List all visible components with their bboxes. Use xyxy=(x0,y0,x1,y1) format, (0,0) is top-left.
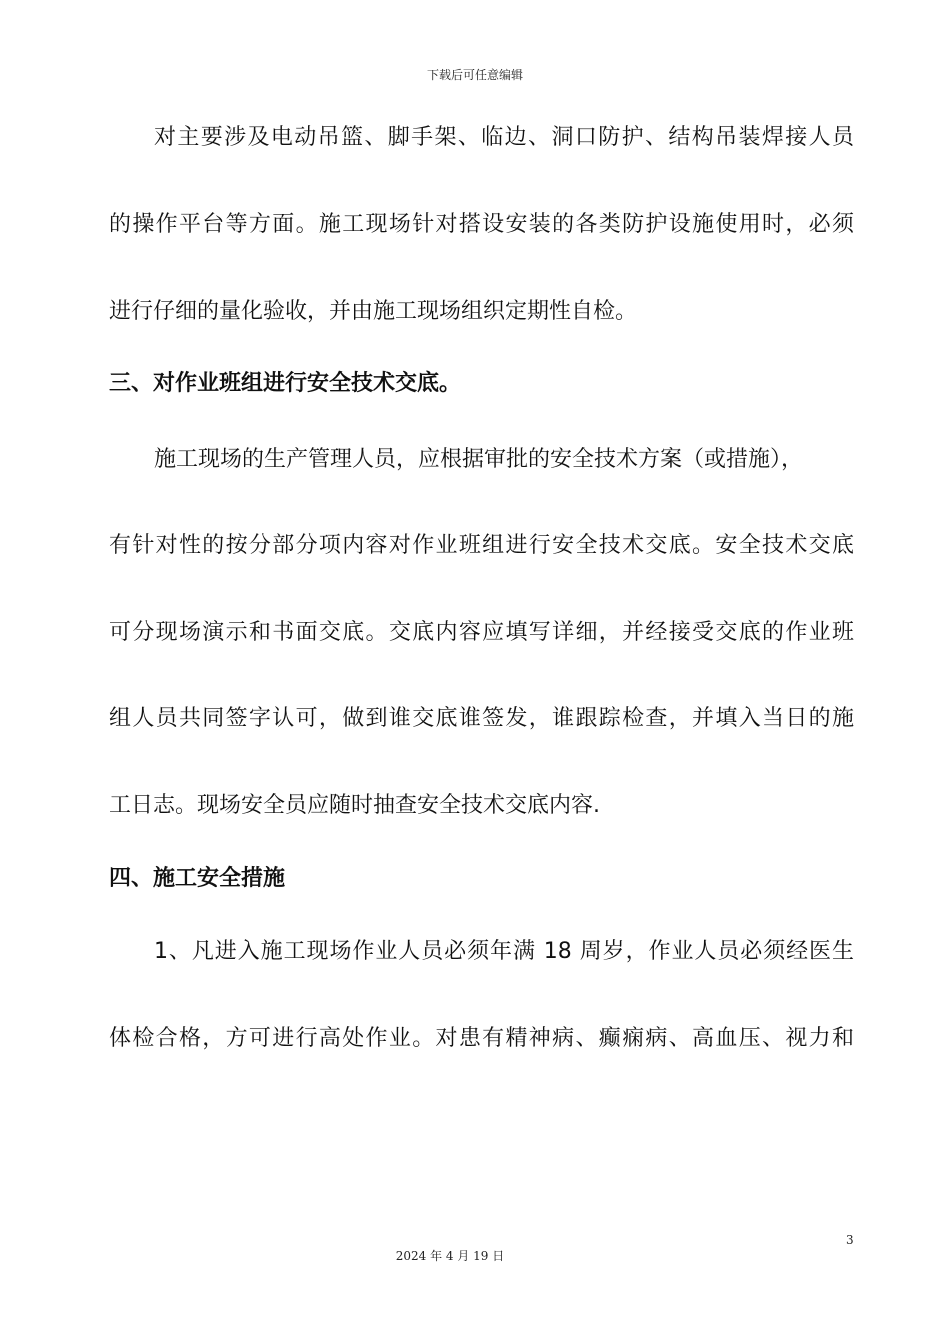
page-number: 3 xyxy=(846,1233,854,1247)
paragraph-line: 1、凡进入施工现场作业人员必须年满 18 周岁，作业人员必须经医生 xyxy=(154,939,854,964)
paragraph-line: 进行仔细的量化验收，并由施工现场组织定期性自检。 xyxy=(109,299,638,324)
section-heading: 四、施工安全措施 xyxy=(109,866,286,891)
footer-date: 2024 年 4 月 19 日 xyxy=(395,1249,505,1263)
paragraph-line: 可分现场演示和书面交底。交底内容应填写详细，并经接受交底的作业班 xyxy=(109,620,854,645)
paragraph-line: 对主要涉及电动吊篮、脚手架、临边、洞口防护、结构吊装焊接人员 xyxy=(154,125,854,150)
paragraph-line: 组人员共同签字认可，做到谁交底谁签发，谁跟踪检查，并填入当日的施 xyxy=(109,706,854,731)
section-heading: 三、对作业班组进行安全技术交底。 xyxy=(109,371,462,396)
paragraph-line: 的操作平台等方面。施工现场针对搭设安装的各类防护设施使用时，必须 xyxy=(109,212,854,237)
paragraph-line: 工日志。现场安全员应随时抽查安全技术交底内容. xyxy=(109,793,600,818)
paragraph-line: 有针对性的按分部分项内容对作业班组进行安全技术交底。安全技术交底 xyxy=(109,533,854,558)
paragraph-line: 施工现场的生产管理人员，应根据审批的安全技术方案（或措施）， xyxy=(154,447,804,472)
paragraph-line: 体检合格，方可进行高处作业。对患有精神病、癫痫病、高血压、视力和 xyxy=(109,1026,854,1051)
page-header: 下载后可任意编辑 xyxy=(426,68,523,82)
